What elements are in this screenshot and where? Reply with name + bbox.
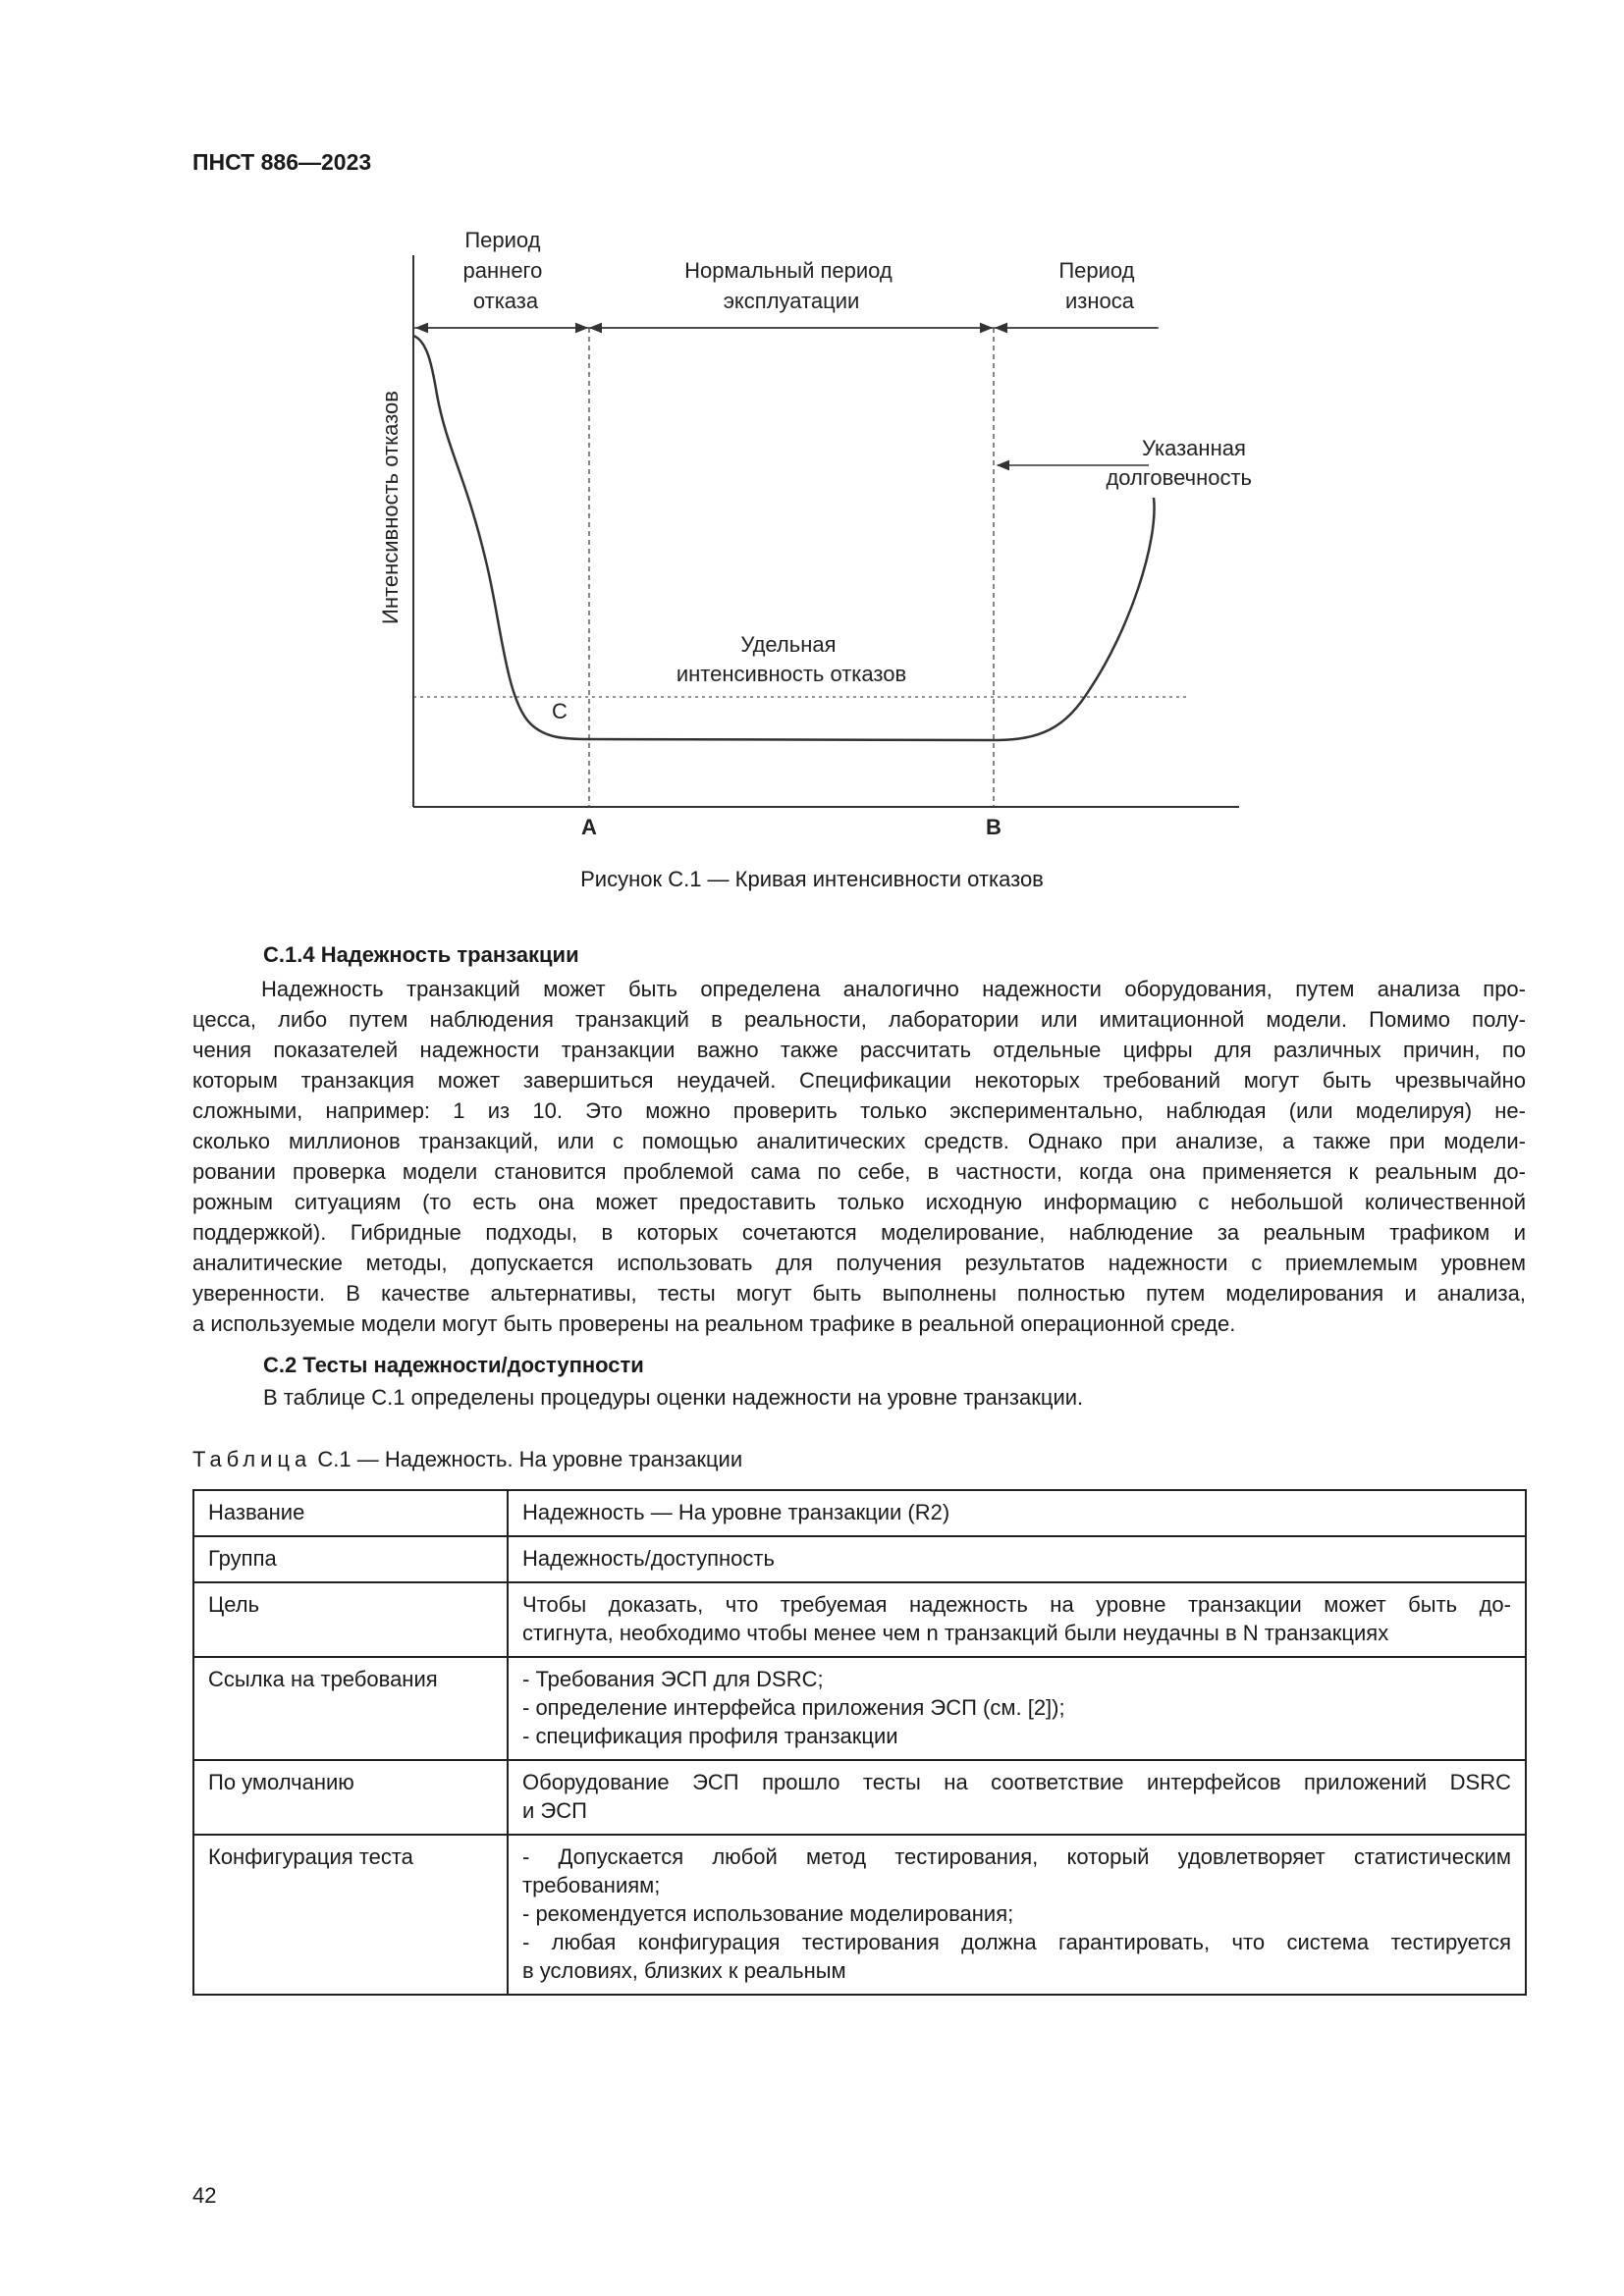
cell-line: Оборудование ЭСП прошло тесты на соответствие интерфейсов приложений DSRC: [522, 1770, 1511, 1794]
table-row: [193, 1760, 1526, 1835]
row-value: [508, 1835, 1526, 1995]
point-a-label: A: [581, 815, 597, 839]
stated-life-label: [1106, 436, 1252, 490]
point-b-label: B: [986, 815, 1001, 839]
row-value: [508, 1657, 1526, 1760]
table-row: [193, 1536, 1526, 1582]
row-label: Конфигурация теста: [193, 1835, 508, 1995]
cell-line: Надежность — На уровне транзакции (R2): [522, 1500, 950, 1524]
table-row: [193, 1490, 1526, 1536]
section-c2-intro: В таблице С.1 определены процедуры оценки надежности на уровне транзакции.: [263, 1385, 1084, 1410]
point-c-label: C: [552, 699, 568, 723]
paragraph-line: рожным ситуациям (то есть она может предоставить только исходную информацию с небольшой количественной: [192, 1190, 1526, 1214]
section-title-c14: С.1.4 Надежность транзакции: [263, 942, 579, 967]
early-period-line: Период: [464, 228, 541, 252]
wear-period-line: износа: [1065, 289, 1134, 313]
row-label: Название: [193, 1490, 508, 1536]
cell-line: - рекомендуется использование моделирования;: [522, 1901, 1014, 1926]
cell-line: - определение интерфейса приложения ЭСП (см. [2]);: [522, 1695, 1065, 1720]
row-value: [508, 1490, 1526, 1536]
wear-period-label: [1058, 258, 1140, 313]
table-caption-word: Таблица: [192, 1447, 312, 1471]
cell-line: Надежность/доступность: [522, 1546, 775, 1571]
normal-period-line: эксплуатации: [723, 289, 860, 313]
row-value: [508, 1760, 1526, 1835]
page-number: 42: [192, 2183, 217, 2208]
table-row: [193, 1835, 1526, 1995]
paragraph-line: сложными, например: 1 из 10. Это можно проверить только экспериментально, наблюдая (или моделируя) не-: [192, 1098, 1526, 1123]
stated-life-line: Указанная: [1142, 436, 1246, 460]
failure-rate-figure: [353, 218, 1257, 846]
wear-period-line: Период: [1058, 258, 1135, 283]
cell-line: - спецификация профиля транзакции: [522, 1724, 898, 1748]
section-title-c2: С.2 Тесты надежности/доступности: [263, 1353, 644, 1377]
cell-line: стигнута, необходимо чтобы менее чем n транзакций были неудачны в N транзакциях: [522, 1621, 1389, 1645]
table-row: [193, 1657, 1526, 1760]
specific-rate-label: [677, 632, 906, 686]
document-id: ПНСТ 886—2023: [192, 149, 372, 175]
paragraph-line: а используемые модели могут быть проверены на реальном трафике в реальной операционной среде.: [192, 1311, 1236, 1336]
normal-period-label: [684, 258, 898, 313]
cell-line: - Допускается любой метод тестирования, который удовлетворяет статистическим: [522, 1844, 1511, 1869]
cell-line: и ЭСП: [522, 1798, 587, 1823]
paragraph-line: Надежность транзакций может быть определена аналогично надежности оборудования, путем анализа про-: [261, 977, 1526, 1001]
section-c14-paragraph: [192, 974, 1526, 1339]
stated-life-line: долговечность: [1106, 465, 1252, 490]
row-label: По умолчанию: [193, 1760, 508, 1835]
paragraph-line: уверенности. В качестве альтернативы, тесты могут быть выполнены полностью путем моделирования и анализа,: [192, 1281, 1526, 1306]
table-caption-text: С.1 — Надежность. На уровне транзакции: [317, 1447, 743, 1471]
paragraph-line: которым транзакция может завершиться неудачей. Спецификации некоторых требований могут быть чрезвычайно: [192, 1068, 1526, 1093]
reliability-table: [192, 1489, 1527, 1996]
y-axis-label: Интенсивность отказов: [378, 391, 403, 624]
row-value: [508, 1536, 1526, 1582]
early-period-label: [463, 228, 549, 313]
table-row: [193, 1582, 1526, 1657]
cell-line: в условиях, близких к реальным: [522, 1958, 846, 1983]
normal-period-line: Нормальный период: [684, 258, 893, 283]
early-period-line: раннего: [462, 258, 543, 283]
specific-rate-line-text: Удельная: [740, 632, 837, 657]
paragraph-line: цесса, либо путем наблюдения транзакций в реальности, лаборатории или имитационной модели. Помимо полу-: [192, 1007, 1526, 1032]
row-label: Ссылка на требования: [193, 1657, 508, 1760]
early-period-line: отказа: [472, 289, 539, 313]
cell-line: требованиям;: [522, 1873, 661, 1897]
paragraph-line: сколько миллионов транзакций, или с помощью аналитических средств. Однако при анализе, а также при модели-: [192, 1129, 1526, 1153]
paragraph-line: поддержкой). Гибридные подходы, в которых сочетаются моделирование, наблюдение за реальным трафиком и: [192, 1220, 1526, 1245]
paragraph-line: чения показателей надежности транзакции важно также рассчитать отдельные цифры для различных причин, по: [192, 1038, 1526, 1062]
specific-rate-line-text: интенсивность отказов: [676, 662, 907, 686]
cell-line: Чтобы доказать, что требуемая надежность на уровне транзакции может быть до-: [522, 1592, 1511, 1617]
cell-line: - любая конфигурация тестирования должна гарантировать, что система тестируется: [522, 1930, 1511, 1954]
bathtub-curve-chart: [353, 218, 1257, 846]
table-caption: [192, 1447, 742, 1472]
row-label: Группа: [193, 1536, 508, 1582]
paragraph-line: аналитические методы, допускается использовать для получения результатов надежности с приемлемым уровнем: [192, 1251, 1526, 1275]
cell-line: - Требования ЭСП для DSRC;: [522, 1667, 824, 1691]
paragraph-line: ровании проверка модели становится проблемой сама по себе, в частности, когда она применяется к реальным до-: [192, 1159, 1526, 1184]
figure-caption: Рисунок С.1 — Кривая интенсивности отказов: [580, 867, 1044, 891]
row-label: Цель: [193, 1582, 508, 1657]
row-value: [508, 1582, 1526, 1657]
